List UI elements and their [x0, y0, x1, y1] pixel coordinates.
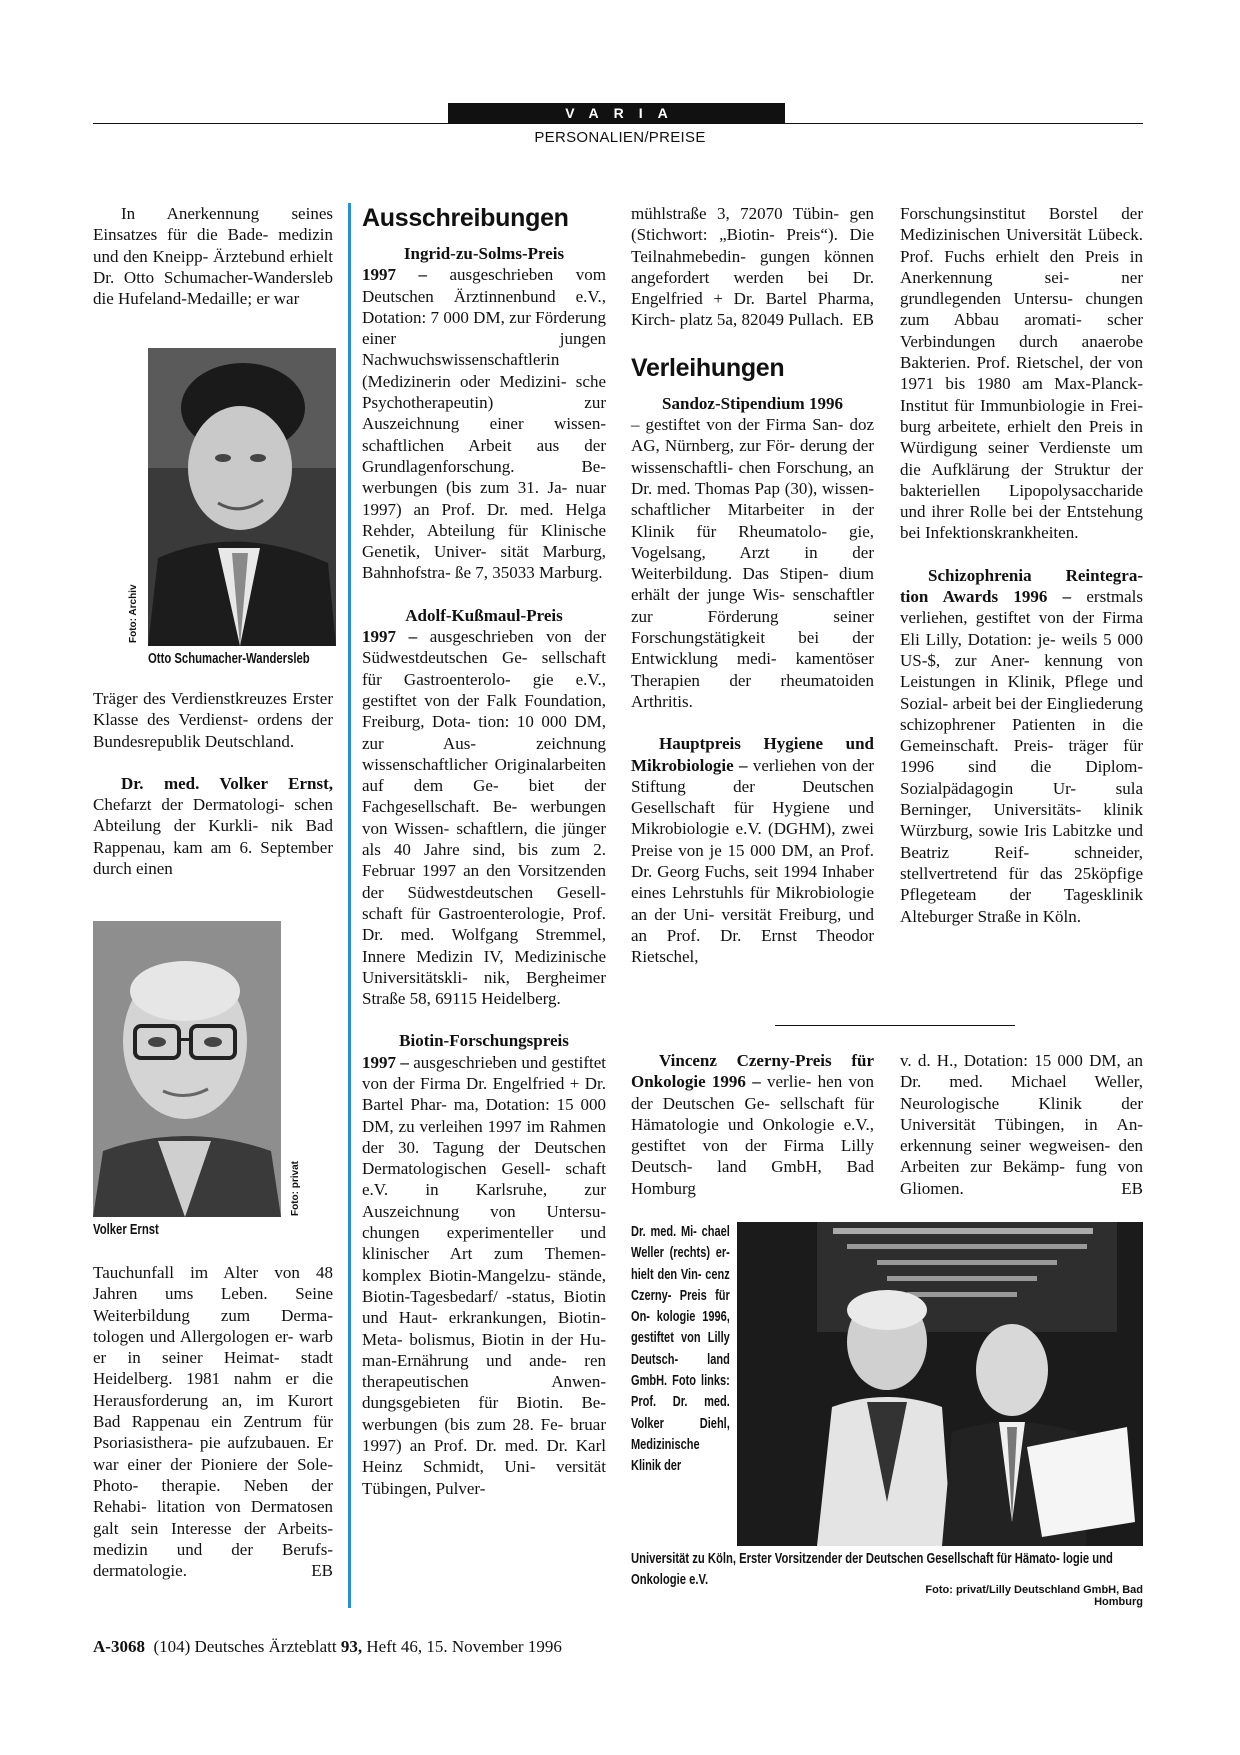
photo-credit: Foto: privat/Lilly Deutschland GmbH, Bad Homburg [925, 1584, 1143, 1608]
photo-credit: Foto: privat [290, 1161, 301, 1216]
photo-volker-ernst [93, 921, 281, 1217]
column-1-end [93, 1262, 333, 1581]
prize-title: Adolf-Kußmaul-Preis [405, 605, 563, 625]
section-heading-verleihungen: Verleihungen [631, 353, 785, 382]
paragraph-biotin-continued [631, 203, 874, 331]
paragraph-schumacher: In Anerkennung seines Einsatzes für die Bade- medizin und den Kneipp- Ärztebund erhielt Dr. Otto Schumacher-Wandersleb die Hufeland-Medaille; er war [93, 204, 333, 309]
photo-caption: Otto Schumacher-Wandersleb [148, 651, 310, 667]
prize-text [362, 264, 606, 583]
signature: EB [1121, 1178, 1143, 1198]
award-body: verlie- hen von der Deutschen Ge- sellschaft für Hämatologie und Onkologie e.V., gestiftet von der Firma Lilly Deutsch- land GmbH, Bad Homburg [631, 1072, 875, 1198]
section-heading-ausschreibungen: Ausschreibungen [362, 204, 569, 232]
issue-text: Heft 46, 15. November 1996 [366, 1637, 562, 1656]
photo-credit: Foto: Archiv [128, 584, 139, 643]
column-3 [631, 203, 874, 968]
paragraph-ernst [93, 773, 333, 879]
paragraph-rietschel-continued: Forschungsinstitut Borstel der Medizinischen Universität Lübeck. Prof. Fuchs erhielt den Preis in Anerkennung sei- ner grundlegenden Untersu- chungen zum Abbau aromati- scher Verbindungen durch anaerobe Bakterien. Prof. Rietschel, der von 1971 bis 1980 am Max-Planck-Institut für Immunbiologie in Frei- burg arbeitete, erhielt den Preis in Würdigung seiner Verdienste um die Aufklärung der Struktur der bakteriellen Lipopolysaccharide und ihrer Rolle bei der Entstehung bei Infektionskrankheiten. [900, 204, 1143, 543]
photo-schumacher-wandersleb [148, 348, 336, 646]
award-text-continued [900, 1050, 1143, 1199]
prize-year: 1997 – [362, 1052, 409, 1072]
paragraph-text: Tauchunfall im Alter von 48 Jahren ums Leben. Seine Weiterbildung zum Derma- tologen und Allergologen er- warb er in seiner Heimat- stadt Heidelberg. 1981 nahm er die Herausforderung an, im Kurort Bad Rappenau ein Zentrum für Psoriasisthera- pie aufzubauen. Er war einer der Pioniere der Sole-Photo- therapie. Neben der Rehabi- litation von Dermatosen galt sein Interesse der Arbeits- medizin und der Berufs- dermatologie. [93, 1263, 333, 1581]
prize-title: Biotin-Forschungspreis [399, 1031, 569, 1051]
photo-weller-diehl [737, 1222, 1143, 1546]
person-name: Dr. med. Volker Ernst, [121, 773, 333, 793]
award-body: verliehen von der Stiftung der Deutschen Gesellschaft für Hygiene und Mikrobiologie e.V. (DGHM), zwei Preise von je 15 000 DM, an Prof. Dr. Georg Fuchs, seit 1994 Inhaber eines Lehrstuhls für Mikrobiologie an der Uni- versität Freiburg, und an Prof. Dr. Ernst Theodor Rietschel, [631, 755, 874, 967]
column-1-continued [93, 688, 333, 879]
award-photo-image [737, 1222, 1143, 1546]
award-title: Vincenz Czerny-Preis für Onkologie 1996 – [631, 1051, 874, 1092]
prize-text [362, 1052, 606, 1499]
award-text [631, 733, 874, 967]
column-divider [348, 203, 351, 1608]
czerny-text-right [900, 1050, 1143, 1199]
photo-caption-bottom: Universität zu Köln, Erster Vorsitzender der Deutschen Gesellschaft für Hämato- logie und Onkologie e.V. [631, 1551, 1113, 1589]
signature: EB [852, 310, 874, 330]
paragraph-verdienstkreuz: Träger des Verdienstkreuzes Erster Klasse des Verdienst- ordens der Bundesrepublik Deutschland. [93, 689, 333, 751]
photo-caption-side: Dr. med. Mi- chael Weller (rechts) er- hielt den Vin- cenz Czerny- Preis für On- kologie 1996, gestiftet von Lilly Deutsch- land GmbH. Foto links: Prof. Dr. med. Volker Diehl, Medizinische Klinik der [631, 1224, 730, 1475]
column-1 [93, 203, 333, 309]
section-banner: VARIA [448, 103, 785, 123]
photo-caption: Volker Ernst [93, 1222, 159, 1238]
paragraph-ernst-continued [93, 1262, 333, 1581]
prize-body: ausgeschrieben und gestiftet von der Firma Dr. Engelfried + Dr. Bartel Phar- ma, Dotation: 15 000 DM, zu verleihen 1997 im Rahmen der 30. Tagung der Deutschen Dermatologischen Gesell- schaft e.V. in Karlsruhe, zur Auszeichnung von Untersu- chungen experimenteller und klinischer Art zum Themen- komplex Biotin-Mangelzu- stände, Biotin-Tagesbedarf/ -status, Biotin und Haut- erkrankungen, Biotin-Meta- bolismus, Biotin in der Hu- man-Ernährung und ande- ren therapeutischen Anwen- dungsgebieten für Biotin. Be- werbungen (bis zum 28. Fe- bruar 1997) an Prof. Dr. med. Dr. Karl Heinz Schmidt, Uni- versität Tübingen, Pulver- [362, 1052, 607, 1498]
volume-number: 93, [340, 1637, 363, 1656]
award-text: – gestiftet von der Firma San- doz AG, Nürnberg, zur För- derung der wissenschaftli- chen Forschung, an Dr. med. Thomas Pap (30), wissen- schaftlicher Mitarbeiter in der Klinik für Rheumatolo- gie, Vogelsang, Arzt in der Weiterbildung. Das Stipen- dium erhält der junge Wis- senschaftler zur Förderung seiner Forschungstätigkeit bei der Entwicklung medi- kamentöser Therapien der rheumatoiden Arthritis. [631, 415, 874, 711]
section-label: PERSONALIEN/PREISE [534, 129, 706, 146]
award-text [631, 1050, 874, 1199]
header-rule [93, 123, 1143, 124]
page-number: A-3068 [93, 1637, 145, 1656]
award-body: erstmals verliehen, gestiftet von der Firma Eli Lilly, Dotation: je- weils 5 000 US-$, zur Aner- kennung von Leistungen in Klinik, Pflege und Sozial- arbeit bei der Eingliederung schizophrener Patienten in die Gemeinschaft. Preis- träger für 1996 sind die Diplom-Sozialpädagogin Ur- sula Berninger, Universitäts- klinik Würzburg, sowie Iris Labitzke und Beatriz Reif- schneider, stellvertretend für das 25köpfige Pflegeteam der Tagesklinik Alteburger Straße in Köln. [900, 587, 1144, 926]
column-4 [900, 203, 1143, 927]
prize-text [362, 626, 606, 1009]
divider-rule [775, 1025, 1015, 1026]
portrait-image [148, 348, 336, 646]
award-title: Hauptpreis Hygiene und Mikrobiologie – [631, 734, 874, 775]
portrait-image [93, 921, 281, 1217]
award-text [900, 565, 1143, 927]
journal-text: (104) Deutsches Ärzteblatt [153, 1637, 337, 1656]
prize-body: ausgeschrieben vom Deutschen Ärztinnenbund e.V., Dotation: 7 000 DM, zur Förderung einer jungen Nachwuchswissenschaftlerin (Medizinerin oder Medizini- sche Psychotherapeutin) zur Auszeichnung einer wissen- schaftlichen Arbeit aus der Grundlagenforschung. Be- werbungen (bis zum 31. Ja- nuar 1997) an Prof. Dr. med. Helga Rehder, Abteilung für Klinische Genetik, Univer- sität Marburg, Bahnhofstra- ße 7, 35033 Marburg. [362, 265, 607, 583]
prize-title: Ingrid-zu-Solms-Preis [403, 244, 565, 263]
prize-year: 1997 – [362, 627, 418, 647]
czerny-text-left [631, 1050, 874, 1199]
award-title: Schizophrenia Reintegra- tion Awards 1996 – [900, 565, 1143, 607]
prize-body: ausgeschrieben von der Südwestdeutschen Ge- sellschaft für Gastroenterolo- gie e.V., gestiftet von der Falk Foundation, Freiburg, Dota- tion: 10 000 DM, zur Aus- zeichnung wissenschaftlicher Originalarbeiten auf dem Ge- biet der Fachgesellschaft. Be- werbungen von Wissen- schaftlern, die jünger als 40 Jahre sind, bis zum 2. Februar 1997 an den Vorsitzenden der Südwestdeutschen Gesell- schaft für Gastroenterologie, Prof. Dr. med. Wolfgang Stremmel, Innere Medizin IV, Medizinische Universitätskli- nik, Bergheimer Straße 58, 69115 Heidelberg. [362, 627, 606, 1009]
paragraph-text: Chefarzt der Dermatologi- schen Abteilung der Kurkli- nik Bad Rappenau, kam am 6. September durch einen [93, 795, 333, 879]
page-footer [93, 1637, 562, 1657]
column-2 [362, 203, 606, 1499]
award-body: v. d. H., Dotation: 15 000 DM, an Dr. med. Michael Weller, Neurologische Klinik der Universität Tübingen, in An- erkennung seiner wegweisen- den Arbeiten zur Bekämp- fung von Gliomen. [900, 1051, 1143, 1198]
award-title: Sandoz-Stipendium 1996 [662, 393, 843, 413]
prize-year: 1997 – [362, 265, 427, 285]
paragraph-text: mühlstraße 3, 72070 Tübin- gen (Stichwort: „Biotin- Preis“). Die Teilnahmebedin- gungen können angefordert werden bei Dr. Engelfried + Dr. Bartel Pharma, Kirch- platz 5a, 82049 Pullach. [631, 204, 874, 330]
signature: EB [311, 1561, 333, 1581]
